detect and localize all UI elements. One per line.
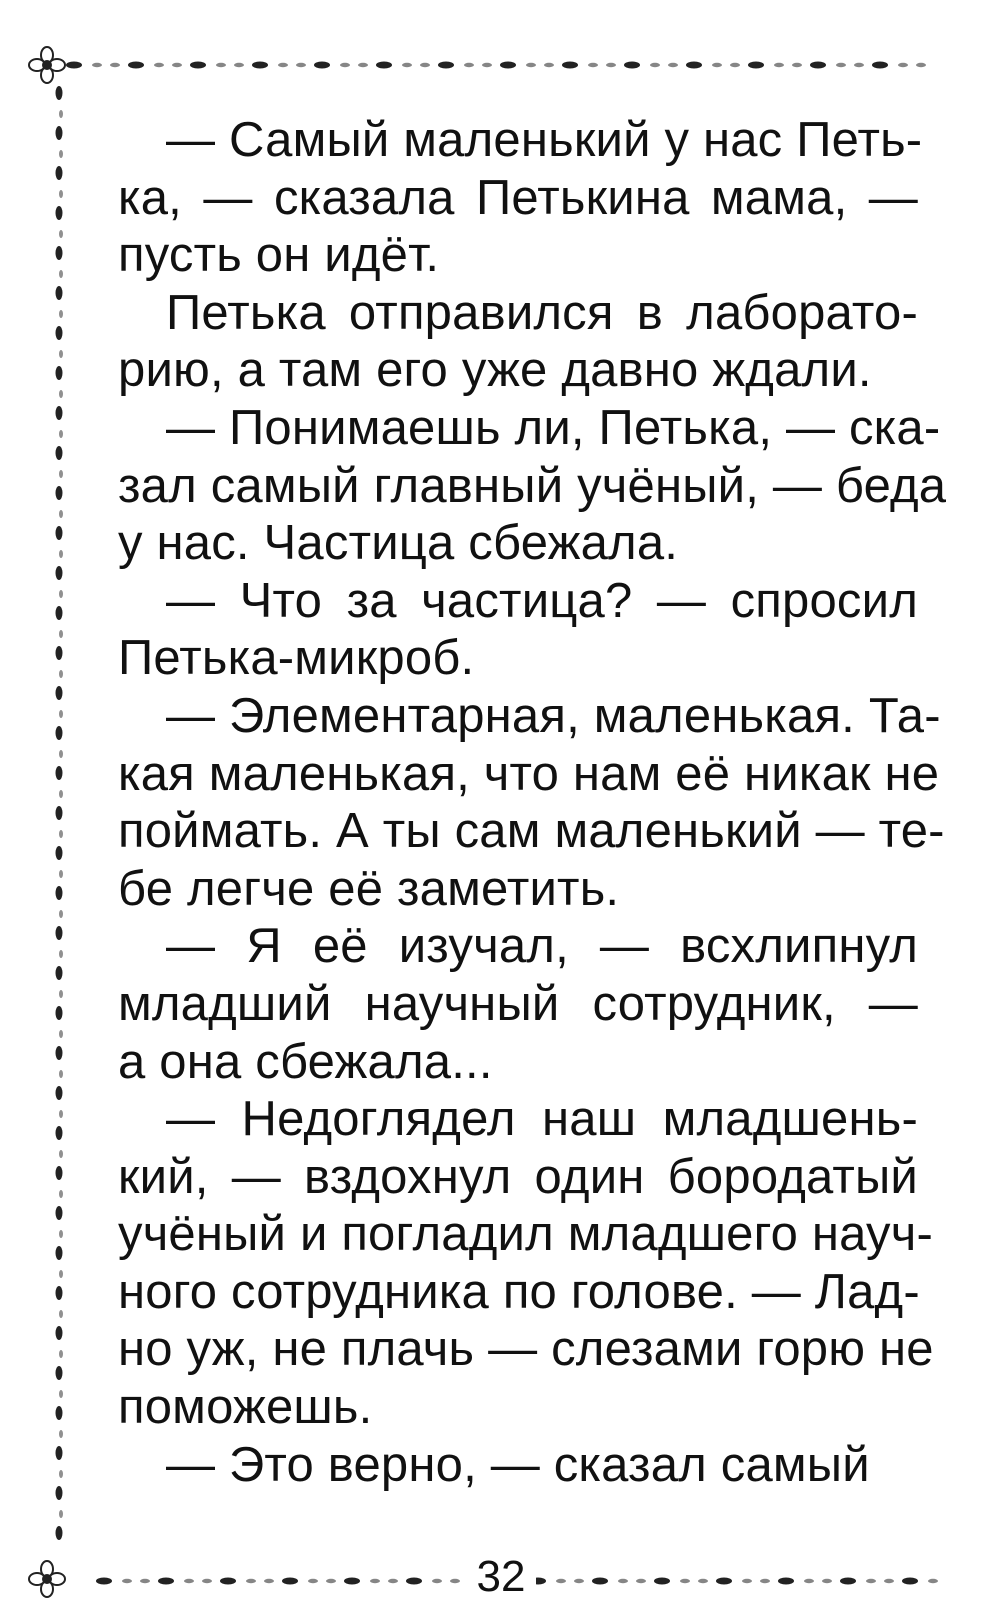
text-line: зал самый главный учёный, — беда xyxy=(118,458,947,513)
text-line: ка, — сказала Петькина мама, — xyxy=(118,170,918,225)
top-ornament-border xyxy=(62,58,942,72)
text-line: рию, а там его уже давно ждали. xyxy=(118,343,872,398)
paragraph xyxy=(118,1437,918,1495)
text-line: — Самый маленький у нас Петь- xyxy=(166,113,923,167)
paragraph xyxy=(118,112,923,285)
text-line: — Это верно, — сказал самый xyxy=(166,1437,870,1492)
left-ornament-border xyxy=(48,80,70,1560)
text-line: поймать. А ты сам маленький — те- xyxy=(118,804,945,859)
paragraph xyxy=(118,1091,934,1437)
text-line: но уж, не плачь — слезами горю не xyxy=(118,1322,934,1377)
text-line: поможешь. xyxy=(118,1380,373,1435)
page-number: 32 xyxy=(466,1552,536,1602)
paragraph xyxy=(118,918,918,1091)
text-line: — Элементарная, маленькая. Та- xyxy=(166,688,941,743)
paragraph xyxy=(118,573,918,688)
text-line: младший научный сотрудник, — xyxy=(118,976,918,1031)
text-line: Петька-микроб. xyxy=(118,631,475,686)
text-line: Петька отправился в лаборато- xyxy=(166,285,918,340)
text-line: кий, — вздохнул один бородатый xyxy=(118,1149,918,1204)
text-line: ного сотрудника по голове. — Лад- xyxy=(118,1264,920,1319)
text-line: — Что за частица? — спросил xyxy=(166,573,918,628)
text-line: бе легче её заметить. xyxy=(118,861,620,916)
text-line: у нас. Частица сбежала. xyxy=(118,516,679,571)
story-text xyxy=(118,112,947,1494)
text-line: — Я её изучал, — всхлипнул xyxy=(166,919,918,974)
text-line: учёный и погладил младшего науч- xyxy=(118,1207,933,1262)
flower-icon xyxy=(24,1556,70,1602)
text-line: — Понимаешь ли, Петька, — ска- xyxy=(166,400,941,455)
text-line: пусть он идёт. xyxy=(118,228,440,283)
text-line: а она сбежала... xyxy=(118,1034,493,1089)
paragraph xyxy=(118,285,918,400)
paragraph xyxy=(118,688,945,918)
paragraph xyxy=(118,400,947,573)
text-line: — Недоглядел наш младшень- xyxy=(166,1092,918,1147)
text-line: кая маленькая, что нам её никак не xyxy=(118,746,940,801)
